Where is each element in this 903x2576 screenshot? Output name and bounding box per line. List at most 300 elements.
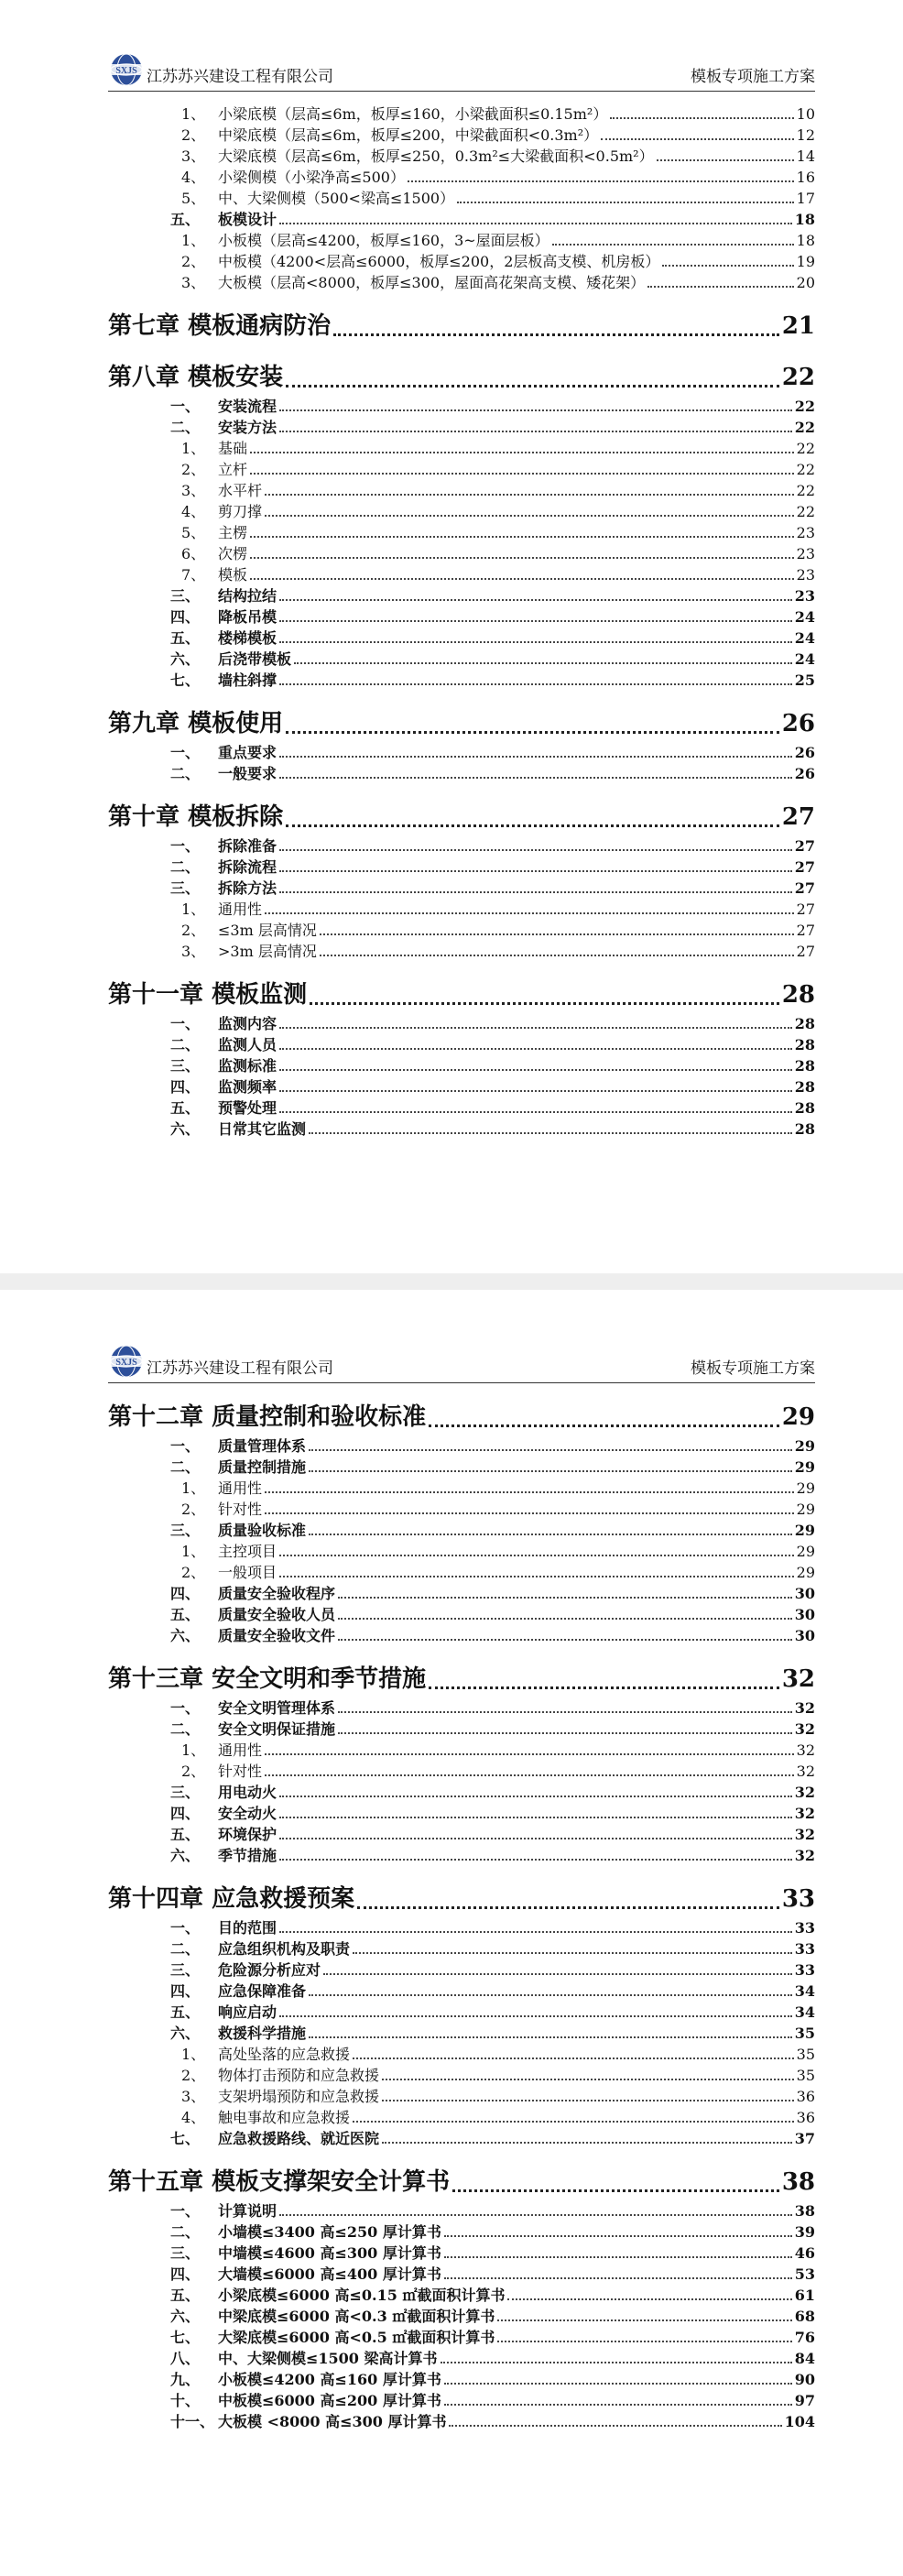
toc-entry-number: 二、	[170, 1036, 201, 1053]
toc-entry-number: 十、	[170, 2392, 201, 2409]
toc-section-entry[interactable]	[108, 2221, 815, 2242]
toc-entry-number: 3、	[181, 482, 206, 499]
toc-entry-title: 预警处理	[218, 1099, 277, 1117]
toc-page-number: 28	[794, 1078, 815, 1096]
toc-page-number: 30	[794, 1627, 815, 1644]
toc-dot-leader	[382, 2100, 794, 2101]
toc-entry-number: 九、	[170, 2371, 201, 2388]
toc-page-number: 20	[796, 274, 815, 291]
toc-entry-title: 针对性	[218, 1501, 263, 1518]
toc-entry-title: 大板模（层高<8000，板厚≤300，屋面高花架高支模、矮花架）	[218, 274, 646, 291]
toc-section-entry[interactable]	[108, 762, 815, 783]
toc-section-entry[interactable]	[108, 2127, 815, 2148]
toc-section-entry[interactable]	[108, 1697, 815, 1718]
toc-page-number: 28	[794, 1120, 815, 1138]
toc-entry-number: 第十章	[108, 803, 180, 831]
toc-dot-leader	[452, 2189, 779, 2192]
toc-subsection-entry[interactable]	[108, 940, 815, 961]
toc-dot-leader	[610, 117, 793, 119]
toc-section-entry[interactable]	[108, 877, 815, 898]
toc-entry-title: 应急组织机构及职责	[218, 1940, 351, 1958]
toc-page-number: 22	[794, 398, 815, 415]
toc-entry-number: 第七章	[108, 312, 180, 340]
toc-section-entry[interactable]	[108, 2022, 815, 2043]
toc-entry-title: 应急救援路线、就近医院	[218, 2130, 380, 2147]
toc-dot-leader	[265, 1512, 794, 1514]
toc-chapter-entry[interactable]	[108, 358, 815, 395]
toc-entry-title: 大梁底模≤6000 高<0.5 ㎡截面积计算书	[218, 2329, 495, 2346]
toc-entry-number: 三、	[170, 1057, 201, 1075]
toc-entry-number: 7、	[181, 566, 206, 584]
toc-dot-leader	[265, 1774, 794, 1776]
toc-dot-leader	[279, 777, 792, 779]
toc-subsection-entry[interactable]	[108, 1477, 815, 1498]
toc-section-entry[interactable]	[108, 1012, 815, 1033]
toc-entry-number: 四、	[170, 1982, 201, 2000]
toc-dot-leader	[286, 824, 779, 827]
toc-dot-leader	[279, 683, 792, 685]
toc-page-number: 34	[794, 2003, 815, 2021]
toc-entry-number: 五、	[170, 211, 201, 228]
toc-dot-leader	[265, 1491, 794, 1493]
toc-section-entry[interactable]	[108, 1959, 815, 1980]
toc-page-number: 27	[796, 922, 815, 939]
page-header	[108, 1345, 815, 1383]
toc-page-number: 27	[794, 837, 815, 855]
toc-dot-leader	[250, 536, 794, 538]
toc-entry-number: 七、	[170, 2130, 201, 2147]
toc-entry-title: 大板模 <8000 高≤300 厚计算书	[218, 2413, 447, 2430]
toc-subsection-entry[interactable]	[108, 479, 815, 500]
toc-page-number: 24	[794, 608, 815, 626]
toc-page-number: 34	[794, 1982, 815, 2000]
toc-section-entry[interactable]	[108, 2389, 815, 2410]
toc-entry-number: 七、	[170, 671, 201, 689]
toc-section-entry[interactable]	[108, 2242, 815, 2263]
toc-entry-number: 五、	[170, 1099, 201, 1117]
toc-entry-title: 一般项目	[218, 1564, 277, 1581]
toc-entry-number: 2、	[181, 922, 206, 939]
toc-subsection-entry[interactable]	[108, 124, 815, 145]
toc-entry-number: 2、	[181, 253, 206, 270]
toc-entry-title: 通用性	[218, 1741, 263, 1759]
toc-page-number: 38	[794, 2202, 815, 2220]
toc-page-number: 23	[796, 524, 815, 541]
toc-page-number: 32	[794, 1720, 815, 1738]
toc-section-entry[interactable]	[108, 856, 815, 877]
toc-entry-title: 模板支撑架安全计算书	[212, 2168, 451, 2196]
toc-chapter-entry[interactable]	[108, 704, 815, 741]
toc-section-entry[interactable]	[108, 1118, 815, 1139]
toc-subsection-entry[interactable]	[108, 919, 815, 940]
toc-section-entry[interactable]	[108, 835, 815, 856]
toc-dot-leader	[279, 2214, 792, 2216]
toc-entry-title: 救援科学措施	[218, 2025, 307, 2042]
toc-entry-number: 七、	[170, 2329, 201, 2346]
toc-dot-leader	[279, 1931, 792, 1933]
toc-dot-leader	[279, 1576, 794, 1577]
toc-section-entry[interactable]	[108, 1097, 815, 1118]
toc-entry-title: 一般要求	[218, 765, 277, 782]
toc-entry-number: 二、	[170, 765, 201, 782]
toc-page-number: 32	[794, 1805, 815, 1822]
document-title: 模板专项施工方案	[691, 1359, 815, 1378]
toc-entry-title: 质量验收标准	[218, 1522, 307, 1539]
toc-entry-title: 立杆	[218, 461, 248, 478]
toc-dot-leader	[309, 1534, 792, 1535]
toc-dot-leader	[338, 1732, 792, 1734]
toc-subsection-entry[interactable]	[108, 145, 815, 166]
table-of-contents	[108, 103, 815, 1139]
toc-subsection-entry[interactable]	[108, 2064, 815, 2085]
toc-page-number: 36	[796, 2088, 815, 2105]
svg-text:SXJS: SXJS	[115, 66, 137, 76]
toc-dot-leader	[279, 849, 792, 851]
toc-dot-leader	[408, 180, 794, 182]
toc-dot-leader	[265, 912, 794, 914]
toc-entry-title: 质量控制措施	[218, 1458, 307, 1476]
toc-section-entry[interactable]	[108, 2410, 815, 2431]
toc-section-entry[interactable]	[108, 1075, 815, 1097]
toc-section-entry[interactable]	[108, 1781, 815, 1802]
toc-entry-title: 中梁底模（层高≤6m，板厚≤200，中梁截面积<0.3m²）	[218, 126, 599, 144]
toc-entry-title: 应急保障准备	[218, 1982, 307, 2000]
toc-entry-title: 中、大梁侧模≤1500 梁高计算书	[218, 2350, 438, 2367]
toc-entry-number: 2、	[181, 1564, 206, 1581]
toc-entry-title: 监测频率	[218, 1078, 277, 1096]
toc-dot-leader	[647, 286, 794, 288]
toc-dot-leader	[552, 244, 794, 246]
toc-entry-number: 八、	[170, 2350, 201, 2367]
toc-page-number: 29	[794, 1522, 815, 1539]
toc-chapter-entry[interactable]	[108, 307, 815, 344]
toc-dot-leader	[279, 1817, 792, 1818]
toc-entry-title: 高处坠落的应急救援	[218, 2046, 351, 2063]
toc-section-entry[interactable]	[108, 1823, 815, 1844]
toc-subsection-entry[interactable]	[108, 500, 815, 521]
toc-entry-title: 小墙模≤3400 高≤250 厚计算书	[218, 2223, 441, 2241]
toc-entry-number: 六、	[170, 1847, 201, 1864]
toc-dot-leader	[279, 1796, 792, 1797]
toc-page-number: 26	[781, 710, 815, 737]
toc-entry-number: 五、	[170, 629, 201, 647]
toc-entry-title: 次楞	[218, 545, 248, 562]
toc-page-number: 90	[794, 2371, 815, 2388]
toc-entry-number: 四、	[170, 1078, 201, 1096]
toc-dot-leader	[429, 1424, 779, 1427]
toc-page-number: 23	[794, 587, 815, 605]
toc-subsection-entry[interactable]	[108, 103, 815, 124]
toc-dot-leader	[382, 2142, 792, 2144]
toc-section-entry[interactable]	[108, 648, 815, 669]
toc-entry-number: 3、	[181, 274, 206, 291]
toc-entry-number: 十一、	[170, 2413, 215, 2430]
toc-entry-number: 二、	[170, 858, 201, 876]
toc-entry-number: 2、	[181, 1763, 206, 1780]
toc-section-entry[interactable]	[108, 1054, 815, 1075]
toc-subsection-entry[interactable]	[108, 1561, 815, 1582]
toc-page-number: 22	[796, 482, 815, 499]
toc-subsection-entry[interactable]	[108, 898, 815, 919]
toc-section-entry[interactable]	[108, 606, 815, 627]
toc-entry-number: 二、	[170, 1458, 201, 1476]
toc-entry-number: 第十一章	[108, 981, 204, 1009]
toc-dot-leader	[309, 2036, 792, 2038]
toc-section-entry[interactable]	[108, 2284, 815, 2305]
toc-page-number: 24	[794, 650, 815, 668]
document-title: 模板专项施工方案	[691, 68, 815, 86]
toc-entry-number: 五、	[170, 2287, 201, 2304]
toc-entry-title: 安全文明保证措施	[218, 1720, 336, 1738]
toc-subsection-entry[interactable]	[108, 458, 815, 479]
toc-dot-leader	[429, 1686, 779, 1689]
toc-subsection-entry[interactable]	[108, 1540, 815, 1561]
toc-entry-number: 四、	[170, 1805, 201, 1822]
toc-subsection-entry[interactable]	[108, 2043, 815, 2064]
toc-dot-leader	[444, 2235, 792, 2237]
toc-section-entry[interactable]	[108, 741, 815, 762]
toc-page-number: 29	[796, 1543, 815, 1560]
toc-page-number: 21	[781, 312, 815, 340]
toc-chapter-entry[interactable]	[108, 976, 815, 1012]
toc-entry-title: 板模设计	[218, 211, 277, 228]
toc-entry-title: 监测人员	[218, 1036, 277, 1053]
toc-chapter-entry[interactable]	[108, 1880, 815, 1916]
toc-entry-title: 基础	[218, 440, 248, 457]
toc-subsection-entry[interactable]	[108, 1739, 815, 1760]
toc-entry-title: 监测内容	[218, 1015, 277, 1032]
toc-dot-leader	[286, 731, 779, 734]
toc-dot-leader	[279, 620, 792, 622]
toc-entry-number: 1、	[181, 232, 206, 249]
toc-section-entry[interactable]	[108, 1937, 815, 1959]
toc-dot-leader	[286, 385, 779, 387]
toc-section-entry[interactable]	[108, 1435, 815, 1456]
toc-dot-leader	[507, 2298, 791, 2300]
toc-section-entry[interactable]	[108, 2199, 815, 2221]
toc-entry-number: 三、	[170, 1522, 201, 1539]
toc-page-number: 33	[794, 1919, 815, 1937]
toc-dot-leader	[338, 1597, 792, 1599]
toc-subsection-entry[interactable]	[108, 166, 815, 187]
toc-entry-number: 一、	[170, 1015, 201, 1032]
toc-page-number: 61	[794, 2287, 815, 2304]
toc-page-number: 23	[796, 566, 815, 584]
toc-section-entry[interactable]	[108, 1582, 815, 1603]
toc-entry-number: 4、	[181, 503, 206, 520]
toc-section-entry[interactable]	[108, 1456, 815, 1477]
toc-entry-number: 第九章	[108, 710, 180, 737]
toc-section-entry[interactable]	[108, 669, 815, 690]
toc-subsection-entry[interactable]	[108, 229, 815, 250]
toc-entry-title: 模板	[218, 566, 248, 584]
toc-entry-number: 二、	[170, 2223, 201, 2241]
toc-dot-leader	[323, 1973, 792, 1975]
toc-dot-leader	[279, 756, 792, 758]
toc-dot-leader	[497, 2319, 791, 2321]
toc-section-entry[interactable]	[108, 2326, 815, 2347]
toc-entry-title: 模板监测	[212, 981, 308, 1009]
toc-dot-leader	[279, 1111, 792, 1113]
toc-dot-leader	[320, 933, 794, 935]
toc-dot-leader	[279, 1027, 792, 1029]
toc-subsection-entry[interactable]	[108, 187, 815, 208]
toc-dot-leader	[265, 515, 794, 517]
toc-section-entry[interactable]	[108, 395, 815, 416]
toc-subsection-entry[interactable]	[108, 271, 815, 292]
toc-entry-title: 安全动火	[218, 1805, 277, 1822]
toc-entry-title: 模板使用	[188, 710, 284, 737]
toc-entry-title: 拆除方法	[218, 879, 277, 897]
toc-entry-number: 五、	[170, 1606, 201, 1623]
toc-entry-title: 中、大梁侧模（500<梁高≤1500）	[218, 190, 455, 207]
toc-section-entry[interactable]	[108, 208, 815, 229]
toc-entry-title: 大梁底模（层高≤6m，板厚≤250，0.3m²≤大梁截面积<0.5m²）	[218, 147, 654, 165]
toc-section-entry[interactable]	[108, 1603, 815, 1624]
toc-page-number: 22	[796, 461, 815, 478]
toc-page-number: 84	[794, 2350, 815, 2367]
toc-section-entry[interactable]	[108, 416, 815, 437]
toc-page-number: 33	[781, 1885, 815, 1913]
toc-page-number: 27	[794, 879, 815, 897]
toc-entry-title: 针对性	[218, 1763, 263, 1780]
toc-section-entry[interactable]	[108, 1519, 815, 1540]
toc-entry-title: 触电事故和应急救援	[218, 2109, 351, 2126]
toc-page-number: 27	[796, 901, 815, 918]
toc-entry-number: 六、	[170, 1120, 201, 1138]
toc-section-entry[interactable]	[108, 584, 815, 606]
toc-page-number: 23	[796, 545, 815, 562]
toc-entry-title: 危险源分析应对	[218, 1961, 321, 1979]
toc-page-number: 14	[796, 147, 815, 165]
toc-dot-leader	[457, 202, 794, 203]
toc-chapter-entry[interactable]	[108, 1398, 815, 1435]
toc-subsection-entry[interactable]	[108, 437, 815, 458]
toc-page-number: 24	[794, 629, 815, 647]
toc-chapter-entry[interactable]	[108, 1660, 815, 1697]
toc-dot-leader	[294, 662, 792, 664]
toc-page-number: 29	[796, 1564, 815, 1581]
toc-page-number: 33	[794, 1961, 815, 1979]
toc-page-number: 18	[796, 232, 815, 249]
toc-entry-number: 2、	[181, 126, 206, 144]
toc-dot-leader	[662, 265, 793, 267]
toc-page-number: 53	[794, 2265, 815, 2283]
toc-section-entry[interactable]	[108, 2263, 815, 2284]
toc-page-number: 68	[794, 2308, 815, 2325]
toc-page-number: 22	[794, 419, 815, 436]
toc-dot-leader	[333, 333, 779, 336]
toc-entry-number: 一、	[170, 1919, 201, 1937]
toc-chapter-entry[interactable]	[108, 798, 815, 835]
toc-entry-title: 质量安全验收人员	[218, 1606, 336, 1623]
toc-entry-number: 5、	[181, 190, 206, 207]
toc-entry-number: 四、	[170, 2265, 201, 2283]
toc-entry-title: 日常其它监测	[218, 1120, 307, 1138]
toc-entry-title: ≤3m 层高情况	[218, 922, 317, 939]
toc-dot-leader	[601, 138, 793, 140]
toc-entry-number: 4、	[181, 169, 206, 186]
toc-entry-title: 季节措施	[218, 1847, 277, 1864]
toc-dot-leader	[279, 1069, 792, 1071]
toc-entry-title: >3m 层高情况	[218, 943, 317, 960]
toc-page-number: 26	[794, 765, 815, 782]
toc-dot-leader	[353, 2058, 794, 2059]
toc-page-number: 29	[781, 1403, 815, 1431]
toc-subsection-entry[interactable]	[108, 2106, 815, 2127]
toc-section-entry[interactable]	[108, 1624, 815, 1645]
toc-dot-leader	[279, 641, 792, 643]
toc-subsection-entry[interactable]	[108, 521, 815, 542]
toc-entry-title: 计算说明	[218, 2202, 277, 2220]
toc-entry-title: 用电动火	[218, 1784, 277, 1801]
toc-entry-title: 环境保护	[218, 1826, 277, 1843]
toc-section-entry[interactable]	[108, 2305, 815, 2326]
company-name: 江苏苏兴建设工程有限公司	[147, 1359, 333, 1378]
toc-dot-leader	[279, 223, 792, 224]
toc-entry-number: 五、	[170, 2003, 201, 2021]
toc-section-entry[interactable]	[108, 1844, 815, 1865]
toc-subsection-entry[interactable]	[108, 1760, 815, 1781]
toc-section-entry[interactable]	[108, 1802, 815, 1823]
toc-entry-title: 物体打击预防和应急救援	[218, 2067, 380, 2084]
toc-section-entry[interactable]	[108, 1718, 815, 1739]
toc-entry-title: 拆除准备	[218, 837, 277, 855]
toc-dot-leader	[250, 473, 794, 475]
toc-dot-leader	[250, 452, 794, 453]
toc-subsection-entry[interactable]	[108, 2085, 815, 2106]
toc-section-entry[interactable]	[108, 627, 815, 648]
toc-entry-number: 2、	[181, 2067, 206, 2084]
toc-section-entry[interactable]	[108, 2368, 815, 2389]
toc-entry-number: 第八章	[108, 364, 180, 391]
toc-chapter-entry[interactable]	[108, 2163, 815, 2199]
toc-subsection-entry[interactable]	[108, 1498, 815, 1519]
toc-section-entry[interactable]	[108, 2001, 815, 2022]
toc-section-entry[interactable]	[108, 1980, 815, 2001]
toc-page-number: 32	[794, 1826, 815, 1843]
toc-dot-leader	[279, 599, 792, 601]
toc-entry-title: 小梁底模（层高≤6m，板厚≤160，小梁截面积≤0.15m²）	[218, 105, 608, 123]
toc-section-entry[interactable]	[108, 1916, 815, 1937]
toc-page-number: 29	[794, 1437, 815, 1455]
toc-entry-title: 中板模（4200<层高≤6000，板厚≤200，2层板高支模、机房板）	[218, 253, 660, 270]
toc-entry-number: 5、	[181, 524, 206, 541]
toc-entry-number: 第十四章	[108, 1885, 204, 1913]
toc-entry-title: 模板安装	[188, 364, 284, 391]
toc-subsection-entry[interactable]	[108, 542, 815, 563]
toc-section-entry[interactable]	[108, 2347, 815, 2368]
toc-entry-title: 小板模≤4200 高≤160 厚计算书	[218, 2371, 441, 2388]
toc-subsection-entry[interactable]	[108, 250, 815, 271]
toc-dot-leader	[310, 1002, 779, 1005]
toc-entry-number: 二、	[170, 419, 201, 436]
toc-page-number: 27	[794, 858, 815, 876]
toc-entry-number: 三、	[170, 1784, 201, 1801]
document-page-2	[0, 1290, 903, 2576]
toc-entry-number: 一、	[170, 1437, 201, 1455]
toc-page-number: 17	[796, 190, 815, 207]
toc-dot-leader	[338, 1639, 792, 1641]
toc-section-entry[interactable]	[108, 1033, 815, 1054]
toc-entry-number: 三、	[170, 2244, 201, 2262]
toc-page-number: 35	[796, 2046, 815, 2063]
toc-entry-number: 三、	[170, 587, 201, 605]
toc-page-number: 35	[794, 2025, 815, 2042]
toc-page-number: 32	[794, 1847, 815, 1864]
toc-entry-title: 后浇带模板	[218, 650, 292, 668]
toc-subsection-entry[interactable]	[108, 563, 815, 584]
